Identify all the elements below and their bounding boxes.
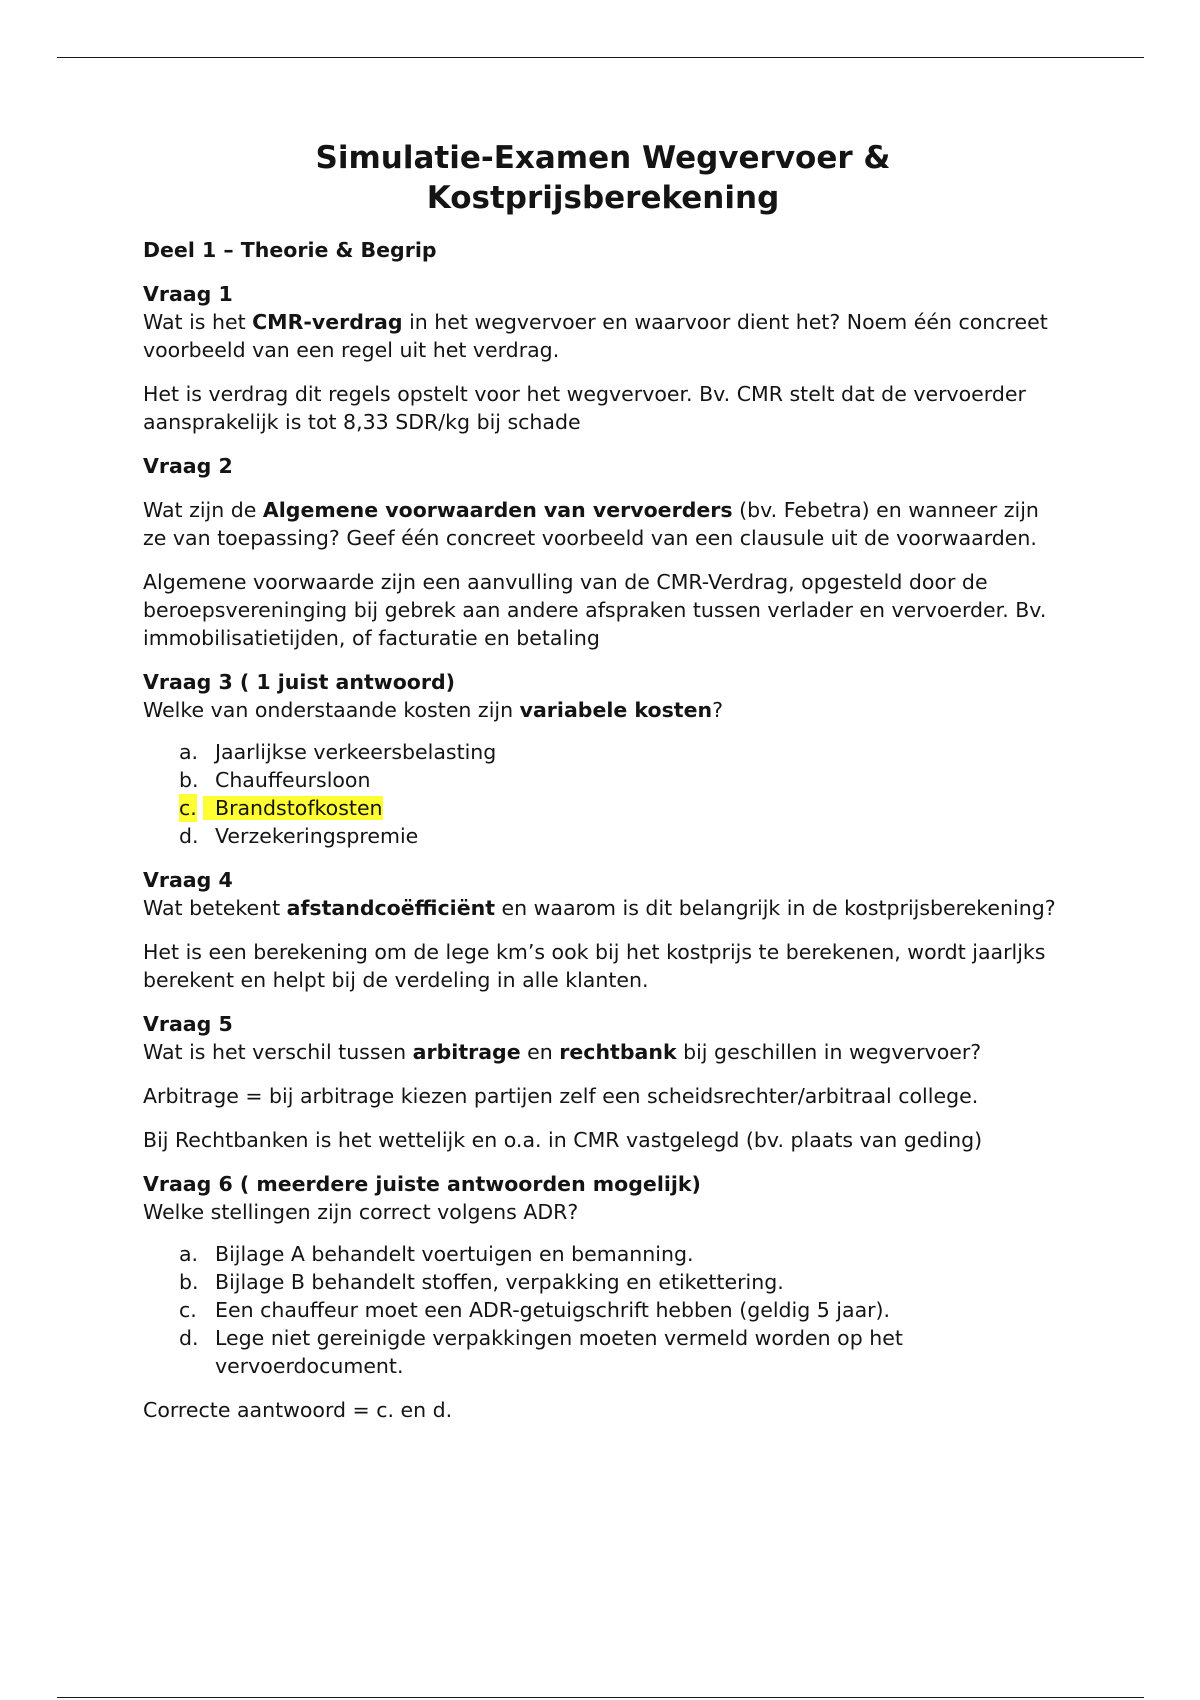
- question-5-answer-2: Bij Rechtbanken is het wettelijk en o.a. in CMR vastgelegd (bv. plaats van geding): [143, 1128, 983, 1152]
- page-title: [143, 138, 1063, 218]
- question-4-text: Wat betekent afstandcoëfficiënt en waarom is dit belangrijk in de kostprijsberekening?: [143, 896, 1056, 920]
- option-a: a. Bijlage A behandelt voertuigen en bemanning.: [179, 1242, 694, 1266]
- question-2-answer: Algemene voorwaarde zijn een aanvulling van de CMR-Verdrag, opgesteld door de beroepsvereninging bij gebrek aan andere afspraken tussen verlader en vervoerder. Bv. immobilisatietijden, of facturatie en betaling: [143, 570, 1047, 650]
- option-c: c. Een chauffeur moet een ADR-getuigschrift hebben (geldig 5 jaar).: [179, 1298, 891, 1322]
- option-c-highlighted: c. Brandstofkosten: [179, 796, 383, 820]
- question-6-text: Welke stellingen zijn correct volgens ADR?: [143, 1200, 579, 1224]
- question-3-title: Vraag 3 ( 1 juist antwoord): [143, 670, 456, 694]
- question-4-title: Vraag 4: [143, 868, 233, 892]
- question-3-options: [143, 738, 1063, 850]
- question-1-answer: Het is verdrag dit regels opstelt voor het wegvervoer. Bv. CMR stelt dat de vervoerder aansprakelijk is tot 8,33 SDR/kg bij schade: [143, 382, 1026, 434]
- question-3-text: Welke van onderstaande kosten zijn variabele kosten?: [143, 698, 723, 722]
- top-rule: [57, 57, 1144, 58]
- option-b: b. Chauffeursloon: [179, 768, 371, 792]
- question-5-answer-1: Arbitrage = bij arbitrage kiezen partijen zelf een scheidsrechter/arbitraal college.: [143, 1084, 979, 1108]
- question-1-text: Wat is het CMR-verdrag in het wegvervoer en waarvoor dient het? Noem één concreet voorbeeld van een regel uit het verdrag.: [143, 310, 1048, 362]
- document-body: [143, 138, 1063, 1424]
- bottom-rule: [57, 1697, 1144, 1698]
- section-heading: Deel 1 – Theorie & Begrip: [143, 238, 437, 262]
- option-a: a. Jaarlijkse verkeersbelasting: [179, 740, 497, 764]
- question-6-options: [143, 1240, 1063, 1380]
- title-line-2: Kostprijsberekening: [426, 180, 780, 216]
- option-d: d. Lege niet gereinigde verpakkingen moeten vermeld worden op het vervoerdocument.: [179, 1326, 903, 1378]
- title-line-1: Simulatie-Examen Wegvervoer &: [315, 140, 891, 176]
- question-2-title: Vraag 2: [143, 454, 233, 478]
- question-2-text: Wat zijn de Algemene voorwaarden van vervoerders (bv. Febetra) en wanneer zijn ze van toepassing? Geef één concreet voorbeeld van een clausule uit de voorwaarden.: [143, 498, 1039, 550]
- question-5-text: Wat is het verschil tussen arbitrage en rechtbank bij geschillen in wegvervoer?: [143, 1040, 982, 1064]
- option-b: b. Bijlage B behandelt stoffen, verpakking en etikettering.: [179, 1270, 784, 1294]
- question-1-title: Vraag 1: [143, 282, 233, 306]
- question-5-title: Vraag 5: [143, 1012, 233, 1036]
- question-6-answer: Correcte aantwoord = c. en d.: [143, 1398, 453, 1422]
- question-4-answer: Het is een berekening om de lege km’s ook bij het kostprijs te berekenen, wordt jaarljks berekent en helpt bij de verdeling in alle klanten.: [143, 940, 1046, 992]
- question-6-title: Vraag 6 ( meerdere juiste antwoorden mogelijk): [143, 1172, 701, 1196]
- option-d: d. Verzekeringspremie: [179, 824, 419, 848]
